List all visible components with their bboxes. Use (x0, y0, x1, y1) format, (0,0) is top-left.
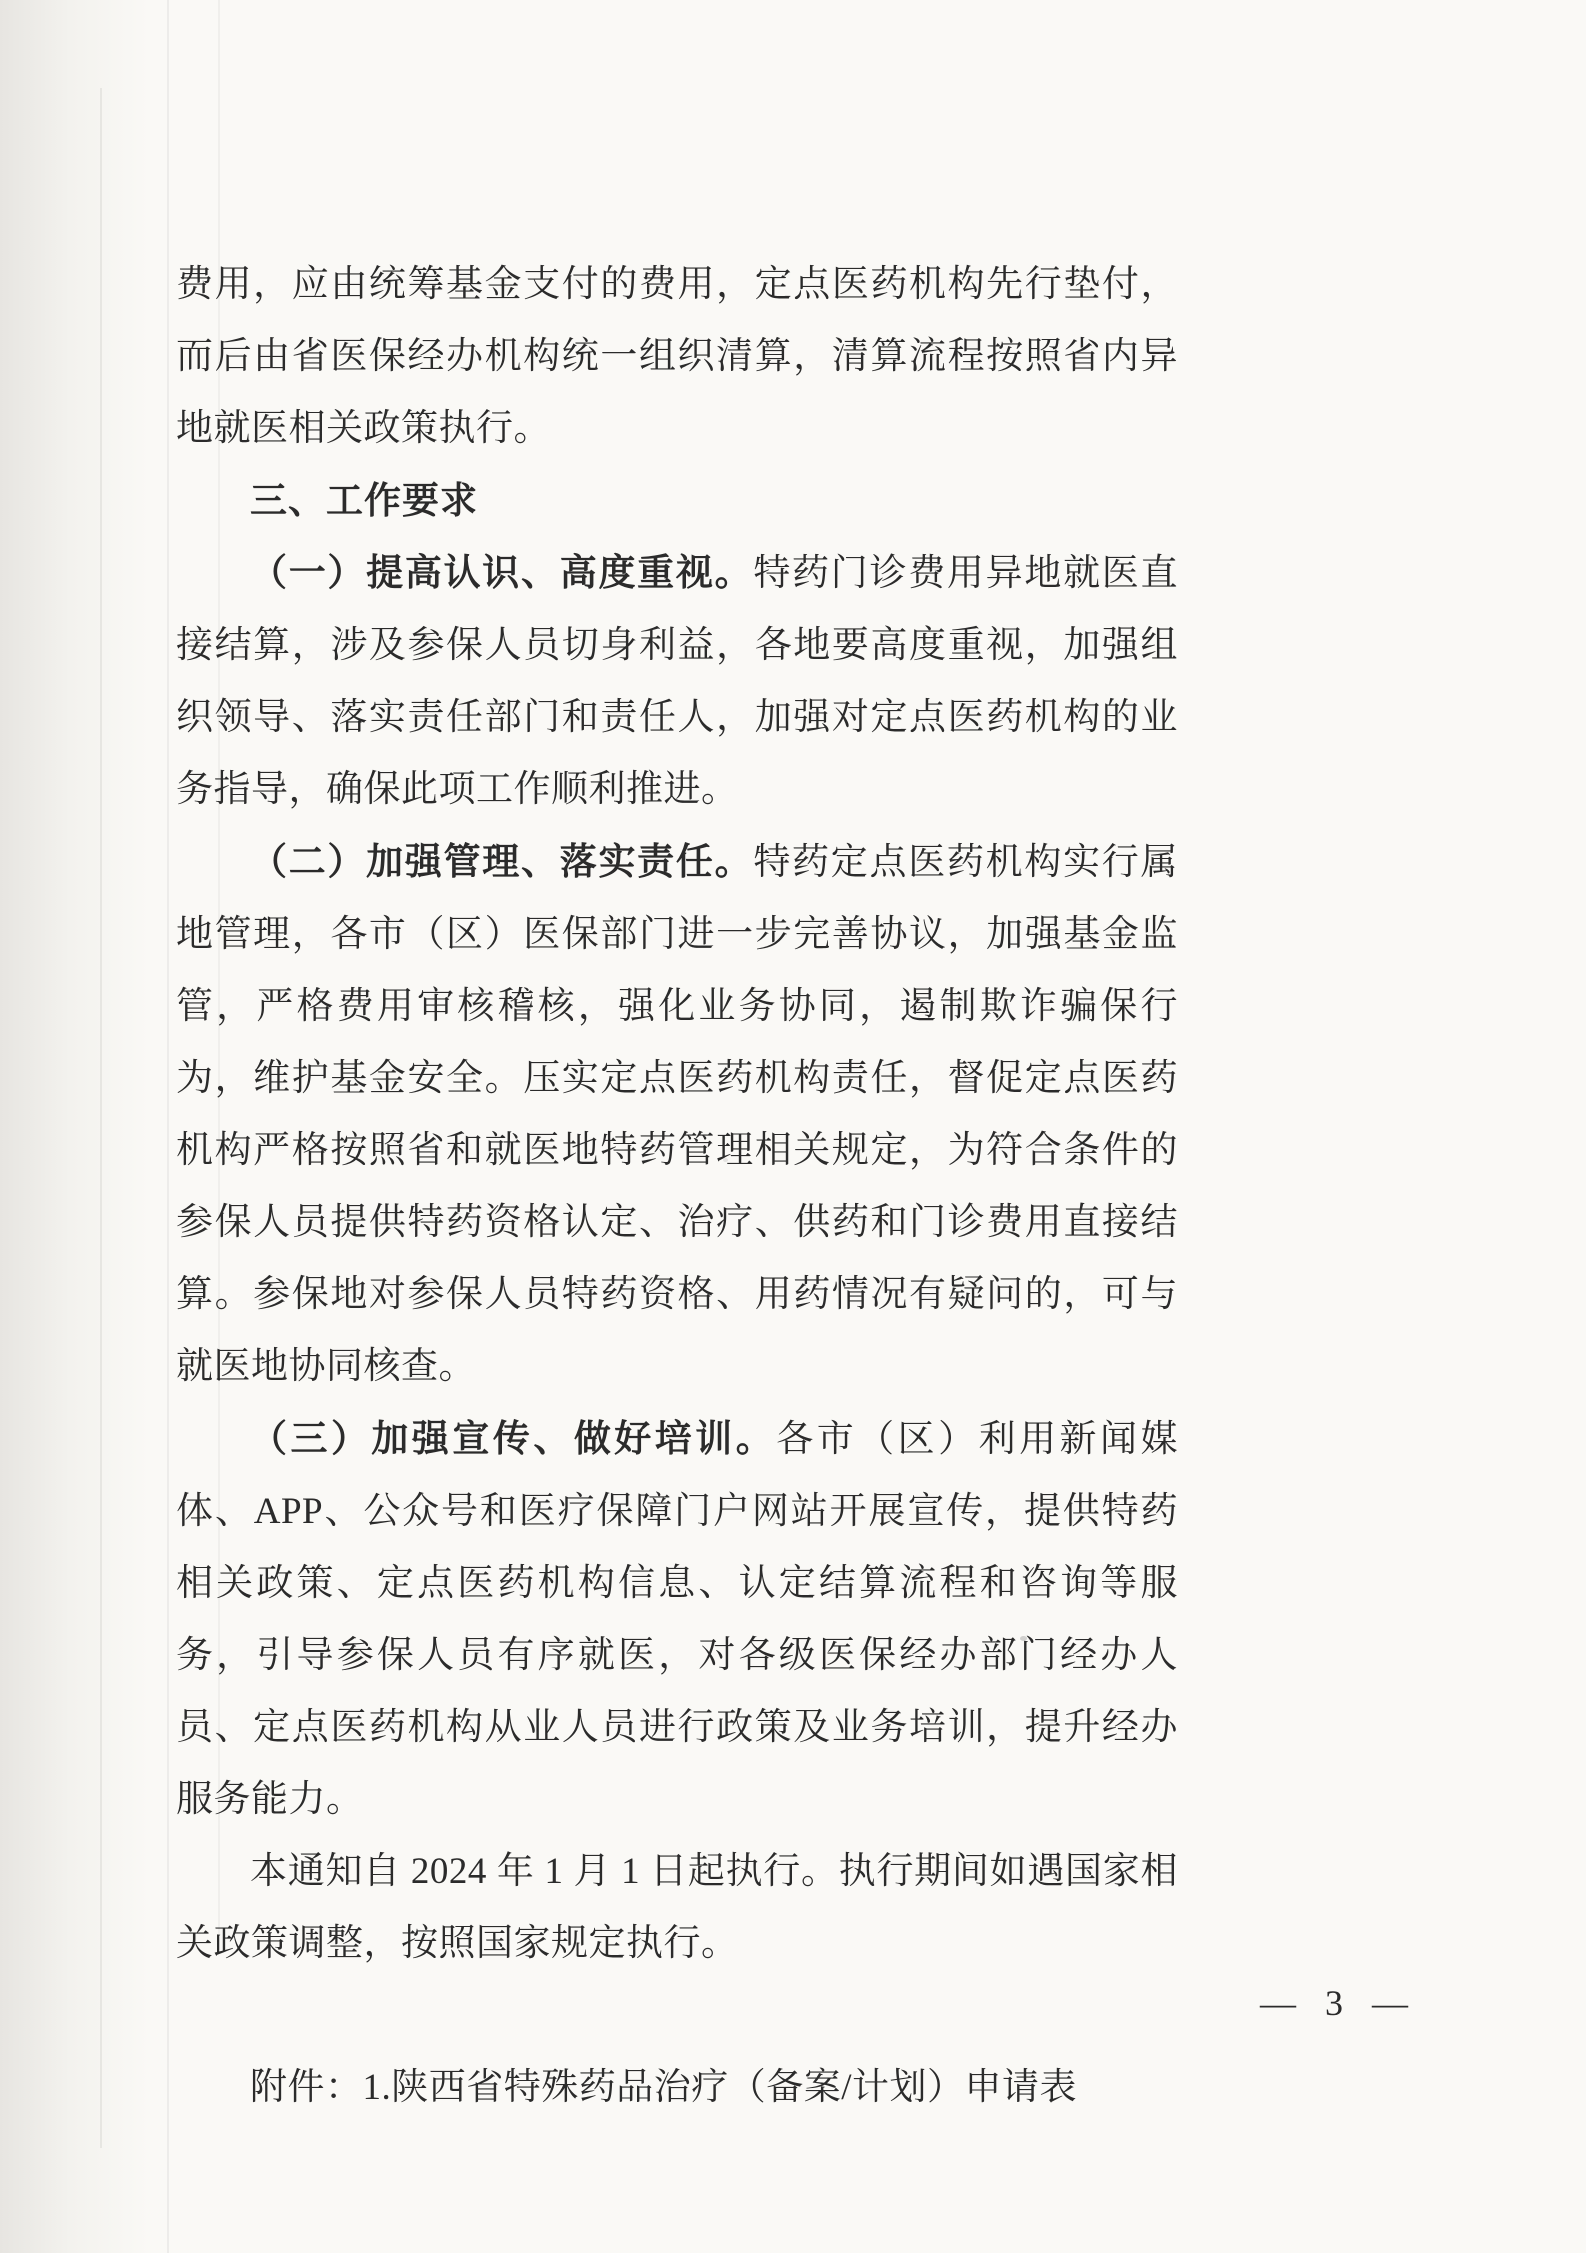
scan-artifact-line (100, 88, 102, 2148)
attachment-line: 附件：1.陕西省特殊药品治疗（备案/计划）申请表 (250, 2067, 1078, 2108)
section-heading: 三、工作要求 (250, 480, 478, 521)
continuation-paragraph: 费用，应由统筹基金支付的费用，定点医药机构先行垫付，而后由省医保经办机构统一组织清算，清算流程按照省内异地就医相关政策执行。 (176, 264, 1178, 449)
paragraph-2 (176, 826, 1178, 1403)
document-body (176, 249, 1178, 2124)
paragraph-1 (176, 537, 1178, 826)
paragraph-2-body: 特药定点医药机构实行属地管理，各市（区）医保部门进一步完善协议，加强基金监管，严格费用审核稽核，强化业务协同，遏制欺诈骗保行为，维护基金安全。压实定点医药机构责任，督促定点医药机构严格按照省和就医地特药管理相关规定，为符合条件的参保人员提供特药资格认定、治疗、供药和门诊费用直接结算。参保地对参保人员特药资格、用药情况有疑问的，可与就医地协同核查。 (176, 842, 1179, 1387)
paragraph-2-lead: （二）加强管理、落实责任。 (250, 841, 754, 882)
paragraph-1-lead: （一）提高认识、高度重视。 (250, 552, 754, 593)
page-number: — 3 — (1260, 1983, 1418, 2023)
paragraph-1-body: 特药门诊费用异地就医直接结算，涉及参保人员切身利益，各地要高度重视，加强组织领导、落实责任部门和责任人，加强对定点医药机构的业务指导，确保此项工作顺利推进。 (176, 553, 1179, 810)
scan-edge-shading (0, 0, 160, 2253)
paragraph-3-body: 各市（区）利用新闻媒体、APP、公众号和医疗保障门户网站开展宣传，提供特药相关政策、定点医药机构信息、认定结算流程和咨询等服务，引导参保人员有序就医，对各级医保经办部门经办人员、定点医药机构从业人员进行政策及业务培训，提升经办服务能力。 (176, 1419, 1179, 1820)
paragraph-3 (176, 1403, 1178, 1836)
paragraph-3-lead: （三）加强宣传、做好培训。 (250, 1418, 777, 1459)
closing-paragraph: 本通知自 2024 年 1 月 1 日起执行。执行期间如遇国家相关政策调整，按照国家规定执行。 (176, 1851, 1178, 1964)
scan-artifact-line (167, 0, 169, 2253)
